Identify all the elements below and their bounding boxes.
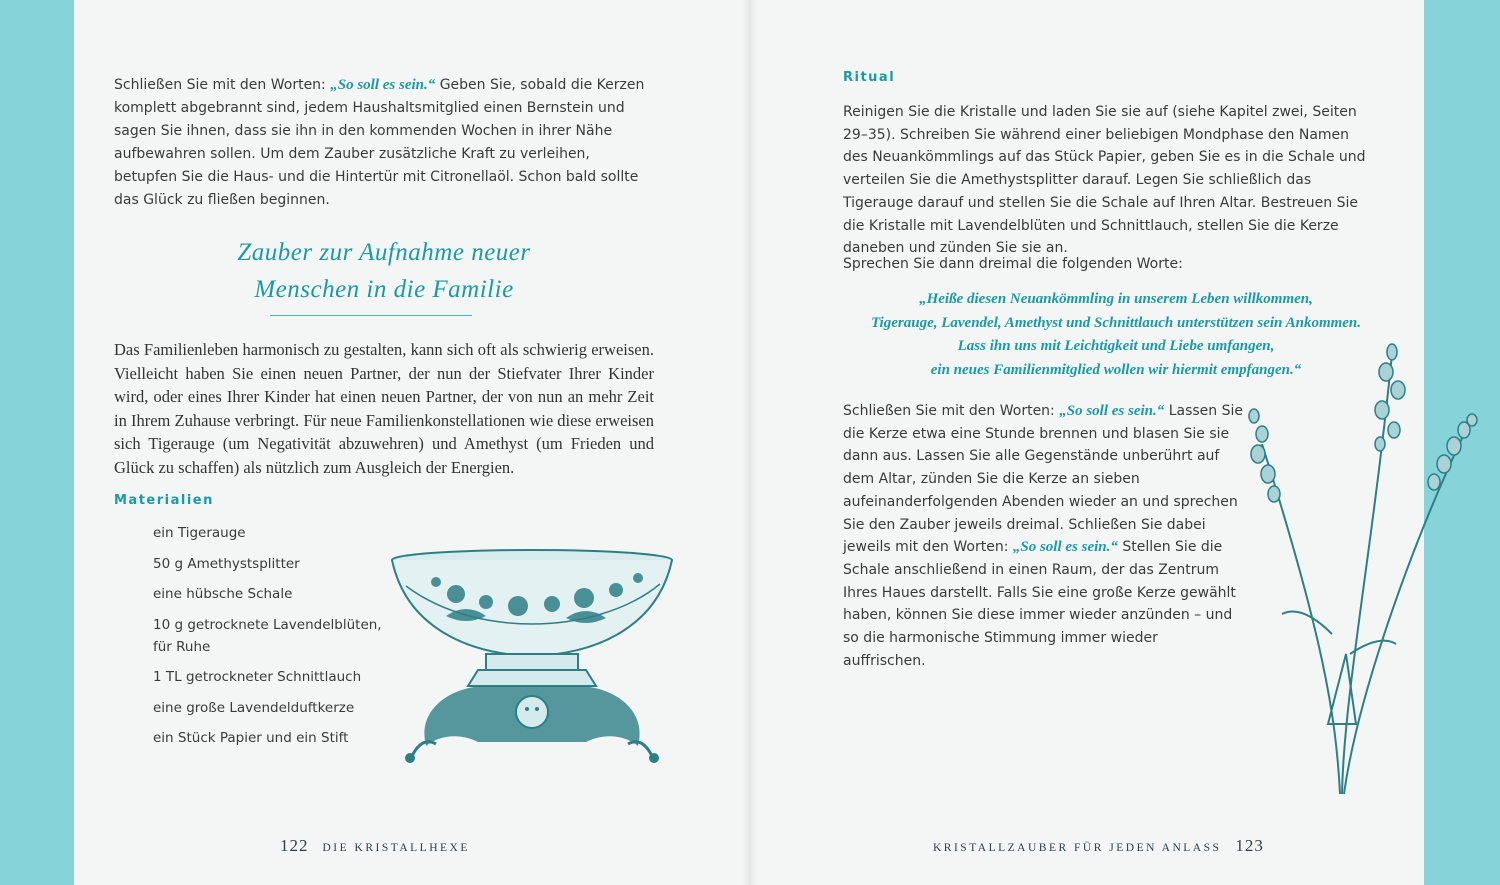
ritual-paragraph: Reinigen Sie die Kristalle und laden Sie sie auf (siehe Kapitel zwei, Seiten 29–35). Schreiben Sie während einer beliebigen Mondphase den Namen des Neuankömmlings auf das Stück Papier, geben Sie es in die Schale und verteilen Sie die Amethystsplitter darauf. Legen Sie schließlich das Tigerauge darauf und stellen Sie die Schale auf Ihren Altar. Bestreuen Sie die Kristalle mit Lavendelblüten und Schnittlauch, stellen Sie die Kerze daneben und zünden Sie sie an. xyxy=(843,104,1366,257)
list-item: eine große Lavendelduftkerze xyxy=(153,699,355,716)
page-edge-left xyxy=(0,0,74,885)
list-item: ein Stück Papier und ein Stift xyxy=(153,730,349,746)
intro-rest: Geben Sie, sobald die Kerzen komplett abgebrannt sind, jedem Haushaltsmitglied einen Bernstein und sagen Sie ihnen, dass sie ihn in den kommenden Wochen in ihrer Nähe aufbewahren sollen. Um dem Zauber zusätzliche Kraft zu verleihen, betupfen Sie die Haus- und die Hintertür mit Citronellaöl. Schon bald sollte das Glück zu fließen beginnen. xyxy=(114,77,645,208)
incantation-line: Tigerauge, Lavendel, Amethyst und Schnittlauch unterstützen sein Ankommen. xyxy=(870,314,1362,331)
closing-rest: Stellen Sie die Schale anschließend in einen Raum, der das Zentrum Ihres Haues darstellt. Falls Sie eine große Kerze gewählt haben, können Sie diese immer wieder anzünden – und so die harmonische Stimmung immer wieder auffrischen. xyxy=(843,539,1236,669)
materials-list xyxy=(153,522,383,758)
materials-label: Materialien xyxy=(114,493,214,508)
lavender-sprigs-illustration xyxy=(1232,334,1482,800)
footer-left xyxy=(280,836,470,856)
intro-quote: „So soll es sein.“ xyxy=(330,77,436,93)
closing-quote-1: „So soll es sein.“ xyxy=(1059,403,1165,419)
list-item: ein Tigerauge xyxy=(153,525,246,541)
running-head-left: DIE KRISTALLHEXE xyxy=(322,842,470,854)
page-number-right: 123 xyxy=(1235,836,1264,855)
heading-divider xyxy=(270,315,472,316)
spell-heading-line2: Menschen in die Familie xyxy=(254,276,514,303)
incantation-line: ein neues Familienmitglied wollen wir hiermit empfangen.“ xyxy=(930,361,1302,378)
spell-heading-line1: Zauber zur Aufnahme neuer xyxy=(237,239,531,266)
list-item: eine hübsche Schale xyxy=(153,586,293,602)
page-number-left: 122 xyxy=(280,836,309,855)
ritual-label: Ritual xyxy=(843,70,896,85)
incantation-line: Lass ihn uns mit Leichtigkeit und Liebe umfangen, xyxy=(957,338,1275,354)
closing-quote-2: „So soll es sein.“ xyxy=(1012,539,1118,556)
list-item: 50 g Amethystsplitter xyxy=(153,555,300,572)
closing-paragraph xyxy=(843,400,1243,672)
body-paragraph: Das Familienleben harmonisch zu gestalten, kann sich oft als schwierig erweisen. Vielleicht haben Sie einen neuen Partner, der nun der Stiefvater Ihrer Kinder wird, oder eines Ihrer Kinder hat einen neuen Partner, der von nun an mehr Zeit in Ihrem Zuhause verbringt. Für neue Familienkonstellationen wie diese erweisen sich Tigerauge (um Negativität abzuwehren) und Amethyst (um Frieden und Glück zu schaffen) als nützlich zum Ausgleich der Energien. xyxy=(114,340,654,477)
ornate-bowl-illustration xyxy=(386,546,678,772)
incantation-line: „Heiße diesen Neuankömmling in unserem Leben willkommen, xyxy=(919,291,1313,307)
running-head-right: KRISTALLZAUBER FÜR JEDEN ANLASS xyxy=(933,842,1222,854)
book-gutter xyxy=(742,0,758,885)
speak-paragraph: Sprechen Sie dann dreimal die folgenden Worte: xyxy=(843,256,1183,272)
intro-paragraph xyxy=(114,74,654,212)
list-item: 10 g getrocknete Lavendelblüten, für Ruhe xyxy=(153,616,382,655)
spell-heading xyxy=(114,234,654,308)
footer-right xyxy=(933,836,1264,856)
intro-lead: Schließen Sie mit den Worten: xyxy=(114,77,331,93)
list-item: 1 TL getrockneter Schnittlauch xyxy=(153,669,362,685)
closing-lead: Schließen Sie mit den Worten: xyxy=(843,403,1060,419)
closing-middle: Lassen Sie die Kerze etwa eine Stunde brennen und blasen Sie sie dann aus. Lassen Sie alle Gegenstände unberührt auf dem Altar, zünden Sie die Kerze an sieben aufeinanderfolgenden Abenden wieder an und sprechen Sie den Zauber jeweils dreimal. Schließen Sie dabei jeweils mit den Worten: xyxy=(843,403,1243,556)
